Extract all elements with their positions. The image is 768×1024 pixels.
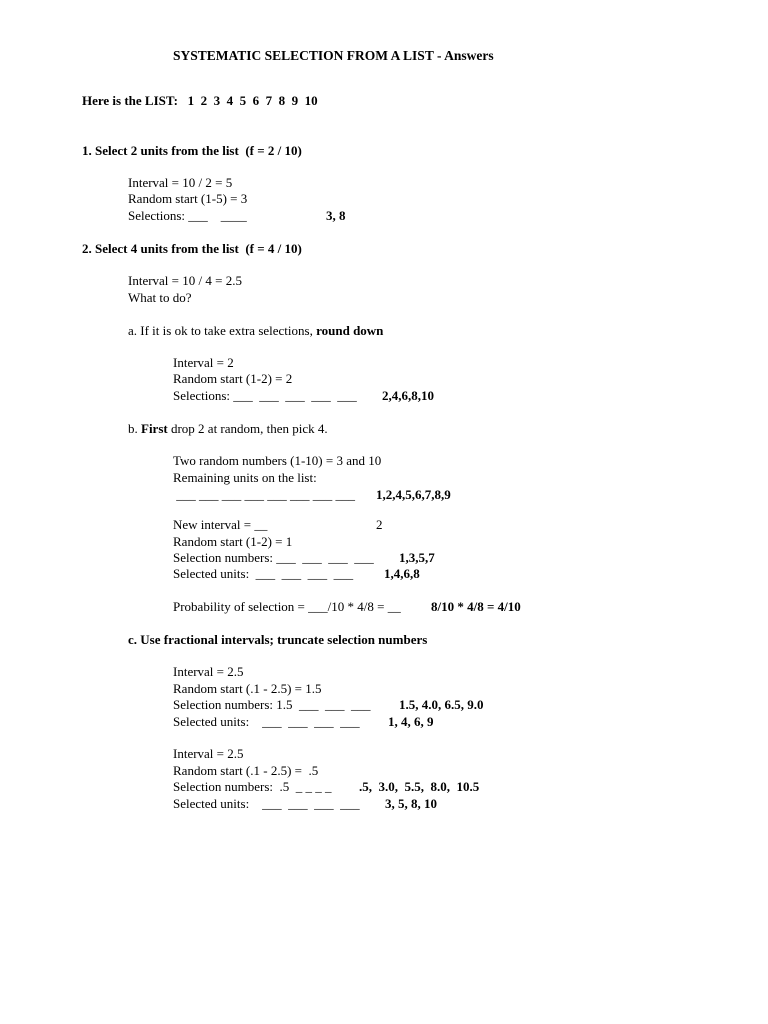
q2b-remaining-answer: 1,2,4,5,6,7,8,9 [376,487,451,502]
q2a-text-plain: a. If it is ok to take extra selections, [128,323,317,338]
q2c1-selected-units: Selected units: ___ ___ ___ ___ [173,714,360,729]
q2b-random-start: Random start (1-2) = 1 [173,534,293,549]
list-line: Here is the LIST: 1 2 3 4 5 6 7 8 9 10 [82,93,318,108]
q2c1-selection-numbers-answer: 1.5, 4.0, 6.5, 9.0 [399,697,484,712]
q2a-interval: Interval = 2 [173,355,234,370]
q1-answer: 3, 8 [326,208,346,223]
q2b-remaining-label: Remaining units on the list: [173,470,317,485]
q2c2-selected-units: Selected units: ___ ___ ___ ___ [173,796,360,811]
q2b-text [128,421,328,437]
q2c2-random-start: Random start (.1 - 2.5) = .5 [173,763,319,778]
q1-heading: 1. Select 2 units from the list (f = 2 / 10) [82,143,302,158]
q2b-rest: drop 2 at random, then pick 4. [167,421,328,436]
page-title: SYSTEMATIC SELECTION FROM A LIST - Answers [173,48,494,63]
q2a-random-start: Random start (1-2) = 2 [173,371,293,386]
q2c1-selection-numbers: Selection numbers: 1.5 ___ ___ ___ [173,697,371,712]
q2b-selected-units: Selected units: ___ ___ ___ ___ [173,566,354,581]
q2c2-selection-numbers: Selection numbers: .5 _ _ _ _ [173,779,332,794]
q2b-probability-answer: 8/10 * 4/8 = 4/10 [431,599,521,614]
q2c1-random-start: Random start (.1 - 2.5) = 1.5 [173,681,322,696]
q2c2-interval: Interval = 2.5 [173,746,244,761]
q2b-selection-numbers: Selection numbers: ___ ___ ___ ___ [173,550,374,565]
q2a-text [128,323,383,339]
q1-random-start: Random start (1-5) = 3 [128,191,248,206]
q2b-new-interval-answer: 2 [376,517,383,532]
q2c1-interval: Interval = 2.5 [173,664,244,679]
q2b-prefix: b. [128,421,141,436]
q1-interval: Interval = 10 / 2 = 5 [128,175,233,190]
q2a-selections: Selections: ___ ___ ___ ___ ___ [173,388,357,403]
q2-interval: Interval = 10 / 4 = 2.5 [128,273,242,288]
q2c1-selected-units-answer: 1, 4, 6, 9 [388,714,434,729]
q2-heading: 2. Select 4 units from the list (f = 4 / 10) [82,241,302,256]
q2b-remaining-blanks: ___ ___ ___ ___ ___ ___ ___ ___ [173,487,355,502]
q2c2-selection-numbers-answer: .5, 3.0, 5.5, 8.0, 10.5 [359,779,480,794]
q2b-selection-numbers-answer: 1,3,5,7 [399,550,435,565]
q2-what-to-do: What to do? [128,290,192,305]
q2c-heading: c. Use fractional intervals; truncate selection numbers [128,632,428,647]
q2b-new-interval: New interval = __ [173,517,268,532]
q2a-text-bold: round down [316,323,384,338]
q2b-two-random: Two random numbers (1-10) = 3 and 10 [173,453,382,468]
q1-selections: Selections: ___ ____ [128,208,247,223]
q2b-bold: First [141,421,168,436]
q2b-selected-units-answer: 1,4,6,8 [384,566,420,581]
q2b-probability: Probability of selection = ___/10 * 4/8 = __ [173,599,401,614]
q2c2-selected-units-answer: 3, 5, 8, 10 [385,796,437,811]
q2a-answer: 2,4,6,8,10 [382,388,434,403]
